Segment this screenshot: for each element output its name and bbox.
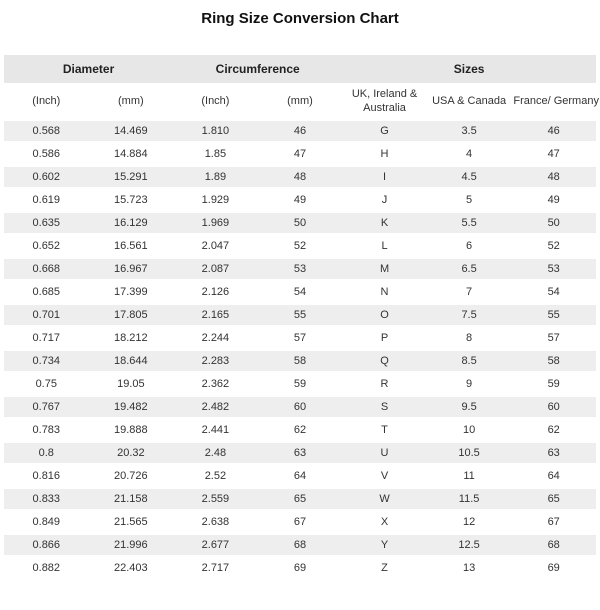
table-cell: 7.5: [427, 303, 512, 326]
table-cell: 62: [511, 418, 596, 441]
table-cell: 9.5: [427, 395, 512, 418]
table-row: [4, 280, 596, 303]
table-cell: 1.85: [173, 142, 258, 165]
table-cell: 67: [258, 510, 343, 533]
table-cell: 0.783: [4, 418, 89, 441]
table-cell: 62: [258, 418, 343, 441]
table-cell: 2.126: [173, 280, 258, 303]
table-cell: 46: [258, 119, 343, 142]
table-cell: J: [342, 188, 427, 211]
table-cell: 20.32: [89, 441, 174, 464]
table-cell: 0.866: [4, 533, 89, 556]
table-cell: 0.635: [4, 211, 89, 234]
table-cell: U: [342, 441, 427, 464]
table-cell: 60: [258, 395, 343, 418]
table-cell: S: [342, 395, 427, 418]
table-cell: 0.849: [4, 510, 89, 533]
table-cell: 11.5: [427, 487, 512, 510]
table-cell: 58: [511, 349, 596, 372]
table-row: [4, 464, 596, 487]
table-cell: 0.734: [4, 349, 89, 372]
table-cell: 4: [427, 142, 512, 165]
table-cell: 49: [511, 188, 596, 211]
table-cell: 0.668: [4, 257, 89, 280]
column-group-header-diameter: Diameter: [4, 55, 173, 83]
table-cell: 2.165: [173, 303, 258, 326]
table-row: [4, 372, 596, 395]
table-cell: Y: [342, 533, 427, 556]
table-cell: 53: [258, 257, 343, 280]
table-cell: 2.48: [173, 441, 258, 464]
column-header-0: (Inch): [4, 83, 89, 119]
table-cell: 17.805: [89, 303, 174, 326]
table-row: [4, 303, 596, 326]
table-cell: 2.717: [173, 556, 258, 579]
table-cell: M: [342, 257, 427, 280]
table-cell: 15.291: [89, 165, 174, 188]
table-row: [4, 234, 596, 257]
table-cell: I: [342, 165, 427, 188]
table-cell: 47: [258, 142, 343, 165]
table-cell: 63: [258, 441, 343, 464]
table-cell: 2.244: [173, 326, 258, 349]
table-cell: 60: [511, 395, 596, 418]
table-cell: 4.5: [427, 165, 512, 188]
table-cell: 2.362: [173, 372, 258, 395]
table-cell: 0.816: [4, 464, 89, 487]
table-cell: 10: [427, 418, 512, 441]
column-header-2: (Inch): [173, 83, 258, 119]
table-cell: O: [342, 303, 427, 326]
table-row: [4, 211, 596, 234]
table-cell: 57: [258, 326, 343, 349]
table-cell: R: [342, 372, 427, 395]
column-units-row: [4, 83, 596, 119]
table-cell: 19.888: [89, 418, 174, 441]
table-cell: 21.565: [89, 510, 174, 533]
table-cell: 46: [511, 119, 596, 142]
table-cell: 8: [427, 326, 512, 349]
table-row: [4, 510, 596, 533]
table-cell: 0.568: [4, 119, 89, 142]
table-cell: 59: [258, 372, 343, 395]
table-cell: 2.482: [173, 395, 258, 418]
table-cell: 14.469: [89, 119, 174, 142]
table-cell: 65: [258, 487, 343, 510]
table-row: [4, 142, 596, 165]
table-cell: 0.652: [4, 234, 89, 257]
table-cell: 9: [427, 372, 512, 395]
table-cell: 58: [258, 349, 343, 372]
table-cell: 0.882: [4, 556, 89, 579]
table-cell: 1.89: [173, 165, 258, 188]
table-cell: V: [342, 464, 427, 487]
table-row: [4, 349, 596, 372]
table-cell: K: [342, 211, 427, 234]
table-row: [4, 533, 596, 556]
table-cell: 2.441: [173, 418, 258, 441]
table-cell: 49: [258, 188, 343, 211]
table-cell: 14.884: [89, 142, 174, 165]
table-row: [4, 441, 596, 464]
table-cell: 16.967: [89, 257, 174, 280]
table-cell: 47: [511, 142, 596, 165]
table-cell: 21.158: [89, 487, 174, 510]
table-cell: 0.8: [4, 441, 89, 464]
table-cell: 52: [511, 234, 596, 257]
table-cell: Q: [342, 349, 427, 372]
table-cell: 48: [258, 165, 343, 188]
table-cell: 21.996: [89, 533, 174, 556]
table-cell: 20.726: [89, 464, 174, 487]
table-cell: 16.129: [89, 211, 174, 234]
table-cell: 55: [511, 303, 596, 326]
table-cell: 6.5: [427, 257, 512, 280]
table-cell: 1.969: [173, 211, 258, 234]
table-cell: 12: [427, 510, 512, 533]
table-cell: X: [342, 510, 427, 533]
table-cell: L: [342, 234, 427, 257]
table-row: [4, 326, 596, 349]
table-cell: N: [342, 280, 427, 303]
table-cell: 18.644: [89, 349, 174, 372]
table-cell: 2.559: [173, 487, 258, 510]
table-cell: 69: [511, 556, 596, 579]
table-cell: 3.5: [427, 119, 512, 142]
table-cell: 63: [511, 441, 596, 464]
table-cell: 57: [511, 326, 596, 349]
table-cell: 0.833: [4, 487, 89, 510]
table-cell: G: [342, 119, 427, 142]
table-cell: 5.5: [427, 211, 512, 234]
table-cell: 67: [511, 510, 596, 533]
table-body: [4, 119, 596, 579]
table-cell: 12.5: [427, 533, 512, 556]
table-cell: 17.399: [89, 280, 174, 303]
table-cell: T: [342, 418, 427, 441]
table-cell: 2.047: [173, 234, 258, 257]
table-cell: 68: [258, 533, 343, 556]
table-cell: 50: [258, 211, 343, 234]
column-group-header-sizes: Sizes: [342, 55, 596, 83]
table-cell: 5: [427, 188, 512, 211]
column-header-4: UK, Ireland & Australia: [342, 83, 427, 119]
table-cell: 1.929: [173, 188, 258, 211]
table-cell: 54: [511, 280, 596, 303]
table-cell: 68: [511, 533, 596, 556]
table-cell: 64: [511, 464, 596, 487]
table-cell: 11: [427, 464, 512, 487]
ring-size-conversion-table: [4, 55, 599, 579]
table-cell: P: [342, 326, 427, 349]
table-cell: 2.638: [173, 510, 258, 533]
table-cell: 0.619: [4, 188, 89, 211]
table-cell: Z: [342, 556, 427, 579]
column-header-6: France/ Germany: [511, 83, 596, 119]
table-row: [4, 487, 596, 510]
table-cell: 13: [427, 556, 512, 579]
table-row: [4, 395, 596, 418]
table-cell: H: [342, 142, 427, 165]
table-cell: 0.685: [4, 280, 89, 303]
table-cell: 0.602: [4, 165, 89, 188]
table-row: [4, 257, 596, 280]
table-cell: 19.05: [89, 372, 174, 395]
table-cell: 64: [258, 464, 343, 487]
table-cell: 55: [258, 303, 343, 326]
table-cell: 7: [427, 280, 512, 303]
table-cell: 10.5: [427, 441, 512, 464]
table-row: [4, 119, 596, 142]
table-cell: 59: [511, 372, 596, 395]
table-cell: 16.561: [89, 234, 174, 257]
table-row: [4, 418, 596, 441]
table-cell: 52: [258, 234, 343, 257]
table-cell: 50: [511, 211, 596, 234]
table-cell: 2.283: [173, 349, 258, 372]
page-title: Ring Size Conversion Chart: [201, 10, 399, 27]
table-cell: 54: [258, 280, 343, 303]
table-header: [4, 55, 599, 119]
table-cell: 0.717: [4, 326, 89, 349]
table-cell: 0.701: [4, 303, 89, 326]
table-cell: 8.5: [427, 349, 512, 372]
table-cell: 0.75: [4, 372, 89, 395]
table-cell: 0.767: [4, 395, 89, 418]
column-header-1: (mm): [89, 83, 174, 119]
table-row: [4, 556, 596, 579]
table-row: [4, 188, 596, 211]
table-cell: 0.586: [4, 142, 89, 165]
table-cell: 1.810: [173, 119, 258, 142]
table-cell: 22.403: [89, 556, 174, 579]
table-cell: 19.482: [89, 395, 174, 418]
table-cell: 18.212: [89, 326, 174, 349]
column-group-row: [4, 55, 596, 83]
table-row: [4, 165, 596, 188]
table-cell: 48: [511, 165, 596, 188]
table-cell: 69: [258, 556, 343, 579]
column-header-3: (mm): [258, 83, 343, 119]
table-cell: 6: [427, 234, 512, 257]
column-group-header-circumference: Circumference: [173, 55, 342, 83]
table-cell: 2.087: [173, 257, 258, 280]
table-cell: 2.52: [173, 464, 258, 487]
table-cell: W: [342, 487, 427, 510]
table-cell: 65: [511, 487, 596, 510]
table-cell: 2.677: [173, 533, 258, 556]
table-cell: 15.723: [89, 188, 174, 211]
table-cell: 53: [511, 257, 596, 280]
column-header-5: USA & Canada: [427, 83, 512, 119]
